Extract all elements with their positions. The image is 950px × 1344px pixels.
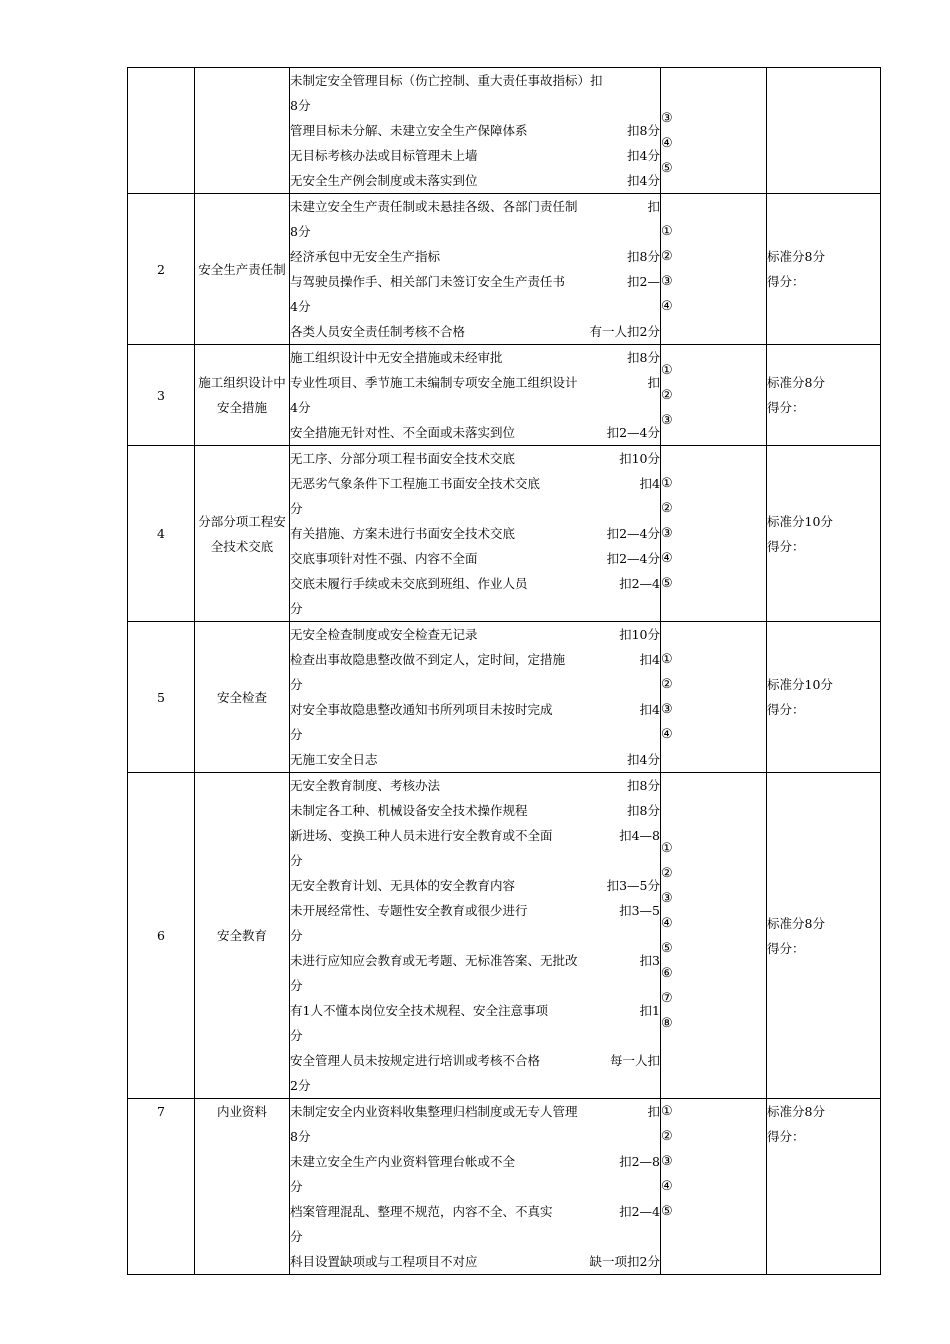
circled-number-marker: ⑧ xyxy=(661,1015,673,1031)
deduction-points: 扣10分 xyxy=(619,627,660,642)
criteria-text: 交底事项针对性不强、内容不全面 xyxy=(290,551,478,566)
criteria-text: 分 xyxy=(290,601,303,616)
criteria-text: 4分 xyxy=(290,400,311,415)
check-item-name xyxy=(195,68,290,194)
obtained-score-field: 得分： xyxy=(767,702,805,717)
criteria-line xyxy=(290,345,660,370)
check-item-name: 安全检查 xyxy=(195,622,290,773)
circled-number-marker: ⑥ xyxy=(661,965,673,981)
criteria-line xyxy=(290,395,660,420)
criteria-line xyxy=(290,923,660,948)
check-item-name: 安全生产责任制 xyxy=(195,194,290,345)
circled-number-marker: ⑤ xyxy=(661,1204,673,1219)
deduction-criteria xyxy=(290,622,661,773)
criteria-text: 分 xyxy=(290,928,303,943)
circled-number-marker: ③ xyxy=(661,1154,673,1169)
item-markers xyxy=(661,1099,767,1275)
deduction-points: 扣4分 xyxy=(627,173,660,188)
circled-number-marker: ④ xyxy=(661,727,673,742)
criteria-text: 交底未履行手续或未交底到班组、作业人员 xyxy=(290,576,528,591)
deduction-points: 扣3—5分 xyxy=(606,878,660,893)
criteria-text: 8分 xyxy=(290,1129,311,1144)
score-cell xyxy=(767,446,881,622)
item-markers xyxy=(661,622,767,773)
deduction-points: 扣2—4 xyxy=(619,1204,660,1219)
item-markers xyxy=(661,446,767,622)
deduction-points: 扣2—4 xyxy=(619,576,660,591)
deduction-points: 扣 xyxy=(647,199,660,214)
item-markers xyxy=(661,345,767,446)
safety-score-table xyxy=(127,67,881,1275)
circled-number-marker: ③ xyxy=(661,110,673,126)
obtained-score-field: 得分： xyxy=(767,1129,805,1144)
criteria-text: 未进行应知应会教育或无考题、无标准答案、无批改 xyxy=(290,953,578,968)
criteria-text: 各类人员安全责任制考核不合格 xyxy=(290,324,466,339)
criteria-text: 科目设置缺项或与工程项目不对应 xyxy=(290,1254,478,1269)
deduction-points: 扣4分 xyxy=(627,148,660,163)
criteria-text: 分 xyxy=(290,501,303,516)
deduction-criteria xyxy=(290,68,661,194)
deduction-points: 扣4分 xyxy=(627,752,660,767)
criteria-line xyxy=(290,747,660,772)
circled-number-marker: ⑤ xyxy=(661,940,673,956)
row-number: 3 xyxy=(128,345,195,446)
deduction-criteria xyxy=(290,446,661,622)
standard-score: 标准分10分 xyxy=(767,677,833,692)
obtained-score-field: 得分： xyxy=(767,940,805,956)
criteria-text: 未制定安全内业资料收集整理归档制度或无专人管理 xyxy=(290,1104,578,1119)
criteria-text: 新进场、变换工种人员未进行安全教育或不全面 xyxy=(290,828,553,843)
criteria-text: 无安全教育制度、考核办法 xyxy=(290,778,441,793)
criteria-text: 4分 xyxy=(290,299,311,314)
criteria-line xyxy=(290,496,660,521)
deduction-points: 扣 xyxy=(647,1104,660,1119)
criteria-line xyxy=(290,823,660,848)
criteria-line xyxy=(290,294,660,319)
criteria-line xyxy=(290,471,660,496)
criteria-text: 分 xyxy=(290,677,303,692)
criteria-text: 安全措施无针对性、不全面或未落实到位 xyxy=(290,425,516,440)
criteria-line xyxy=(290,898,660,923)
circled-number-marker: ① xyxy=(661,362,673,378)
criteria-line xyxy=(290,722,660,747)
deduction-points: 扣2— xyxy=(627,274,660,289)
criteria-line xyxy=(290,1023,660,1048)
score-row xyxy=(128,345,881,446)
criteria-text: 无安全检查制度或安全检查无记录 xyxy=(290,627,478,642)
score-row xyxy=(128,773,881,1099)
criteria-line xyxy=(290,194,660,219)
score-cell xyxy=(767,194,881,345)
criteria-line xyxy=(290,672,660,697)
circled-number-marker: ③ xyxy=(661,890,673,906)
circled-number-marker: ② xyxy=(661,387,673,403)
circled-number-marker: ④ xyxy=(661,915,673,931)
deduction-points: 每一人扣 xyxy=(609,1053,660,1068)
item-markers xyxy=(661,68,767,194)
criteria-line xyxy=(290,244,660,269)
criteria-line xyxy=(290,118,660,143)
criteria-text: 分 xyxy=(290,1179,303,1194)
criteria-text: 未开展经常性、专题性安全教育或很少进行 xyxy=(290,903,528,918)
item-markers xyxy=(661,194,767,345)
check-item-name: 内业资料 xyxy=(195,1099,290,1275)
criteria-text: 有关措施、方案未进行书面安全技术交底 xyxy=(290,526,516,541)
circled-number-marker: ⑦ xyxy=(661,990,673,1006)
criteria-text: 分 xyxy=(290,1028,303,1043)
score-cell xyxy=(767,345,881,446)
criteria-line xyxy=(290,848,660,873)
deduction-points: 有一人扣2分 xyxy=(589,324,660,339)
criteria-text: 未制定安全管理目标（伤亡控制、重大责任事故指标）扣 xyxy=(290,73,603,88)
obtained-score-field: 得分： xyxy=(767,400,805,415)
criteria-line xyxy=(290,1199,660,1224)
circled-number-marker: ① xyxy=(661,1104,673,1119)
criteria-line xyxy=(290,1174,660,1199)
deduction-points: 扣2—4分 xyxy=(606,551,660,566)
deduction-points: 扣4 xyxy=(639,702,660,717)
deduction-points: 扣8分 xyxy=(627,249,660,264)
circled-number-marker: ① xyxy=(661,224,673,239)
circled-number-marker: ① xyxy=(661,476,673,491)
criteria-line xyxy=(290,1048,660,1073)
criteria-line xyxy=(290,370,660,395)
criteria-text: 分 xyxy=(290,1229,303,1244)
row-number: 6 xyxy=(128,773,195,1099)
circled-number-marker: ③ xyxy=(661,274,673,289)
criteria-text: 未制定各工种、机械设备安全技术操作规程 xyxy=(290,803,528,818)
criteria-line xyxy=(290,1149,660,1174)
deduction-points: 扣2—8 xyxy=(619,1154,660,1169)
criteria-line xyxy=(290,1224,660,1249)
deduction-points: 扣 xyxy=(647,375,660,390)
criteria-line xyxy=(290,219,660,244)
criteria-text: 对安全事故隐患整改通知书所列项目未按时完成 xyxy=(290,702,553,717)
criteria-line xyxy=(290,798,660,823)
circled-number-marker: ② xyxy=(661,1129,673,1144)
criteria-line xyxy=(290,998,660,1023)
criteria-line xyxy=(290,68,660,93)
obtained-score-field: 得分： xyxy=(767,538,805,554)
score-cell xyxy=(767,68,881,194)
criteria-text: 有1人不懂本岗位安全技术规程、安全注意事项 xyxy=(290,1003,548,1018)
circled-number-marker: ② xyxy=(661,501,673,516)
deduction-points: 扣8分 xyxy=(627,350,660,365)
criteria-line xyxy=(290,697,660,722)
circled-number-marker: ② xyxy=(661,677,673,692)
criteria-line xyxy=(290,973,660,998)
deduction-points: 扣2—4分 xyxy=(606,526,660,541)
standard-score: 标准分10分 xyxy=(767,513,833,529)
deduction-criteria xyxy=(290,1099,661,1275)
row-number: 5 xyxy=(128,622,195,773)
circled-number-marker: ③ xyxy=(661,702,673,717)
criteria-line xyxy=(290,546,660,571)
criteria-text: 无施工安全日志 xyxy=(290,752,378,767)
criteria-line xyxy=(290,1124,660,1149)
circled-number-marker: ② xyxy=(661,865,673,881)
deduction-points: 扣1 xyxy=(639,1003,660,1018)
criteria-text: 未建立安全生产内业资料管理台帐或不全 xyxy=(290,1154,516,1169)
criteria-text: 管理目标未分解、未建立安全生产保障体系 xyxy=(290,123,528,138)
criteria-text: 分 xyxy=(290,978,303,993)
criteria-text: 施工组织设计中无安全措施或未经审批 xyxy=(290,350,503,365)
criteria-line xyxy=(290,1099,660,1124)
deduction-points: 扣4 xyxy=(639,476,660,491)
criteria-line xyxy=(290,420,660,445)
criteria-text: 与驾驶员操作手、相关部门未签订安全生产责任书 xyxy=(290,274,566,289)
score-cell xyxy=(767,773,881,1099)
criteria-line xyxy=(290,773,660,798)
deduction-criteria xyxy=(290,773,661,1099)
criteria-text: 无目标考核办法或目标管理未上墙 xyxy=(290,148,478,163)
criteria-line xyxy=(290,948,660,973)
circled-number-marker: ④ xyxy=(661,135,673,151)
deduction-points: 扣2—4分 xyxy=(606,425,660,440)
criteria-line xyxy=(290,93,660,118)
score-row xyxy=(128,194,881,345)
criteria-text: 档案管理混乱、整理不规范，内容不全、不真实 xyxy=(290,1204,553,1219)
criteria-line xyxy=(290,143,660,168)
criteria-line xyxy=(290,571,660,596)
criteria-text: 检查出事故隐患整改做不到定人，定时间，定措施 xyxy=(290,652,566,667)
criteria-text: 分 xyxy=(290,727,303,742)
circled-number-marker: ⑤ xyxy=(661,160,673,176)
criteria-text: 2分 xyxy=(290,1078,311,1093)
deduction-criteria xyxy=(290,345,661,446)
circled-number-marker: ③ xyxy=(661,412,673,428)
circled-number-marker: ④ xyxy=(661,1179,673,1194)
criteria-text: 安全管理人员未按规定进行培训或考核不合格 xyxy=(290,1053,541,1068)
criteria-line xyxy=(290,269,660,294)
score-cell xyxy=(767,1099,881,1275)
criteria-text: 无工序、分部分项工程书面安全技术交底 xyxy=(290,451,516,466)
deduction-points: 扣10分 xyxy=(619,451,660,466)
circled-number-marker: ① xyxy=(661,652,673,667)
circled-number-marker: ⑤ xyxy=(661,576,673,591)
circled-number-marker: ① xyxy=(661,840,673,856)
row-number: 7 xyxy=(128,1099,195,1275)
score-row xyxy=(128,68,881,194)
row-number: 2 xyxy=(128,194,195,345)
criteria-line xyxy=(290,168,660,193)
standard-score: 标准分8分 xyxy=(767,375,825,390)
score-row xyxy=(128,446,881,622)
score-row xyxy=(128,1099,881,1275)
criteria-text: 8分 xyxy=(290,98,311,113)
item-markers xyxy=(661,773,767,1099)
check-item-name: 安全教育 xyxy=(195,773,290,1099)
criteria-text: 分 xyxy=(290,853,303,868)
score-row xyxy=(128,622,881,773)
row-number: 4 xyxy=(128,446,195,622)
standard-score: 标准分8分 xyxy=(767,1104,825,1119)
deduction-points: 扣3—5 xyxy=(619,903,660,918)
circled-number-marker: ④ xyxy=(661,299,673,314)
criteria-line xyxy=(290,521,660,546)
circled-number-marker: ③ xyxy=(661,526,673,541)
circled-number-marker: ② xyxy=(661,249,673,264)
deduction-points: 扣4—8 xyxy=(619,828,660,843)
circled-number-marker: ④ xyxy=(661,551,673,566)
criteria-line xyxy=(290,647,660,672)
criteria-text: 经济承包中无安全生产指标 xyxy=(290,249,441,264)
criteria-text: 无安全生产例会制度或未落实到位 xyxy=(290,173,478,188)
deduction-points: 缺一项扣2分 xyxy=(589,1254,660,1269)
criteria-line xyxy=(290,596,660,621)
row-number xyxy=(128,68,195,194)
deduction-points: 扣8分 xyxy=(627,803,660,818)
criteria-line xyxy=(290,446,660,471)
criteria-text: 无安全教育计划、无具体的安全教育内容 xyxy=(290,878,516,893)
criteria-text: 专业性项目、季节施工未编制专项安全施工组织设计 xyxy=(290,375,578,390)
criteria-line xyxy=(290,319,660,344)
standard-score: 标准分8分 xyxy=(767,249,825,264)
criteria-text: 未建立安全生产责任制或未悬挂各级、各部门责任制 xyxy=(290,199,578,214)
deduction-points: 扣4 xyxy=(639,652,660,667)
criteria-line xyxy=(290,1249,660,1274)
deduction-criteria xyxy=(290,194,661,345)
deduction-points: 扣8分 xyxy=(627,123,660,138)
score-cell xyxy=(767,622,881,773)
check-item-name: 施工组织设计中安全措施 xyxy=(195,345,290,446)
criteria-text: 无恶劣气象条件下工程施工书面安全技术交底 xyxy=(290,476,541,491)
criteria-line xyxy=(290,873,660,898)
obtained-score-field: 得分： xyxy=(767,274,805,289)
criteria-line xyxy=(290,1073,660,1098)
criteria-line xyxy=(290,622,660,647)
criteria-text: 8分 xyxy=(290,224,311,239)
deduction-points: 扣8分 xyxy=(627,778,660,793)
standard-score: 标准分8分 xyxy=(767,915,825,931)
check-item-name: 分部分项工程安全技术交底 xyxy=(195,446,290,622)
deduction-points: 扣3 xyxy=(639,953,660,968)
